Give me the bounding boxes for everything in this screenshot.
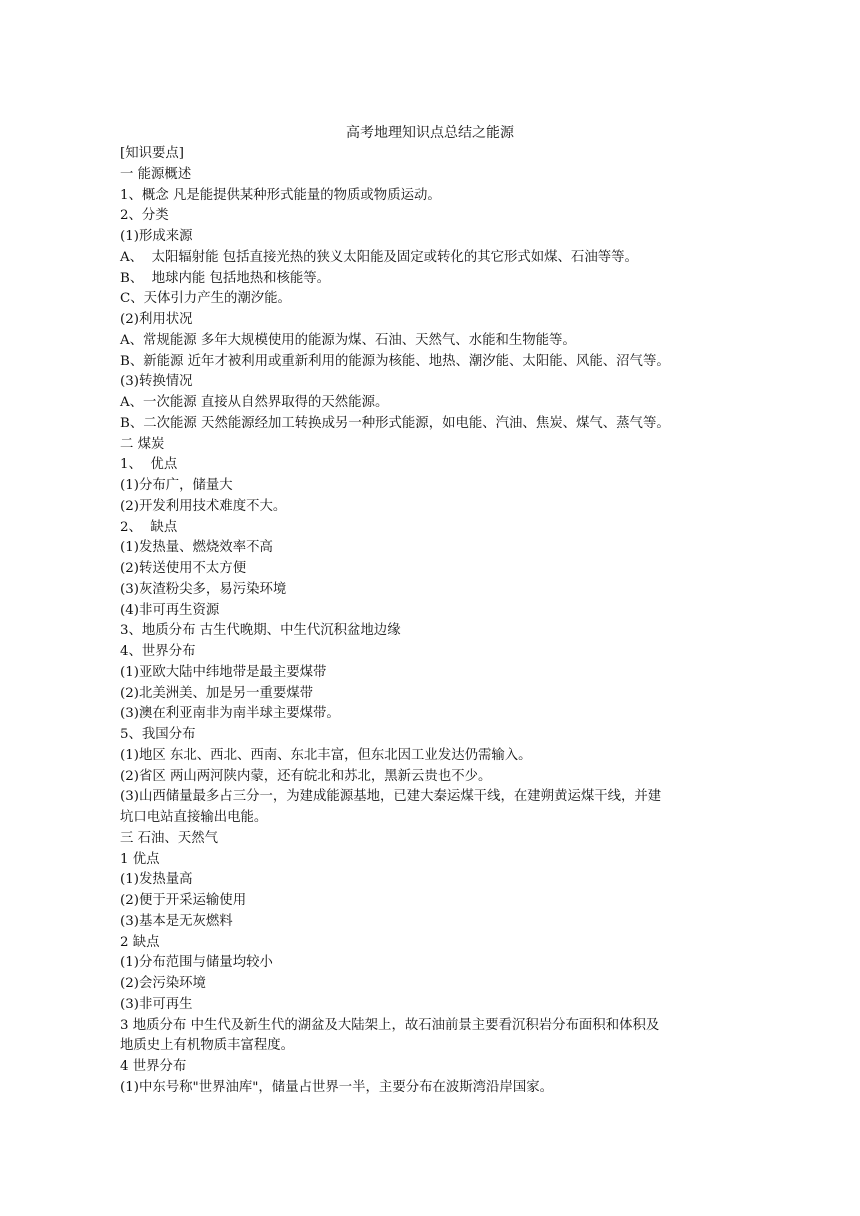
text-line: (3)灰渣粉尖多，易污染环境 bbox=[120, 581, 287, 597]
text-line: B、二次能源 天然能源经加工转换成另一种形式能源，如电能、汽油、焦炭、煤气、蒸气等。 bbox=[120, 415, 670, 431]
text-line: 地质史上有机物质丰富程度。 bbox=[120, 1038, 295, 1054]
text-line: C、天体引力产生的潮汐能。 bbox=[120, 291, 291, 307]
text-line: 4、世界分布 bbox=[120, 644, 196, 659]
text-line: (3)转换情况 bbox=[120, 374, 193, 390]
text-line: (1)发热量高 bbox=[120, 872, 193, 888]
text-line: 坑口电站直接输出电能。 bbox=[120, 810, 268, 825]
text-line: 1、 优点 bbox=[120, 457, 178, 473]
text-line: 3、地质分布 古生代晚期、中生代沉积盆地边缘 bbox=[120, 623, 401, 639]
text-line: (1)分布范围与储量均较小 bbox=[120, 955, 273, 971]
text-line: (2)会污染环境 bbox=[120, 976, 206, 991]
text-line: A、常规能源 多年大规模使用的能源为煤、石油、天然气、水能和生物能等。 bbox=[120, 332, 576, 348]
text-line: A、 太阳辐射能 包括直接光热的狭义太阳能及固定或转化的其它形式如煤、石油等等。 bbox=[120, 249, 638, 265]
document-title: 高考地理知识点总结之能源 bbox=[346, 125, 514, 141]
text-line: (2)便于开采运输使用 bbox=[120, 893, 247, 908]
text-line: 一 能源概述 bbox=[120, 166, 192, 182]
text-line: B、新能源 近年才被利用或重新利用的能源为核能、地热、潮汐能、太阳能、风能、沼气等。 bbox=[120, 353, 670, 369]
text-line: 2、分类 bbox=[120, 208, 169, 224]
text-line: (1)中东号称"世界油库"，储量占世界一半，主要分布在波斯湾沿岸国家。 bbox=[120, 1079, 554, 1095]
text-line: (3)山西储量最多占三分一，为建成能源基地，已建大秦运煤干线，在建朔黄运煤干线，并建 bbox=[120, 789, 662, 805]
text-line: (4)非可再生资源 bbox=[120, 602, 220, 618]
text-line: (1)分布广，储量大 bbox=[120, 478, 233, 493]
text-line: 2 缺点 bbox=[120, 934, 160, 950]
text-line: B、 地球内能 包括地热和核能等。 bbox=[120, 270, 331, 286]
text-line: 3 地质分布 中生代及新生代的湖盆及大陆架上，故石油前景主要看沉积岩分布面积和体积及 bbox=[120, 1017, 660, 1033]
text-line: (1)地区 东北、西北、西南、东北丰富，但东北因工业发达仍需输入。 bbox=[120, 747, 532, 763]
text-line: (2)开发利用技术难度不大。 bbox=[120, 498, 287, 514]
text-line: 1、概念 凡是能提供某种形式能量的物质或物质运动。 bbox=[120, 187, 441, 203]
text-line: (1)发热量、燃烧效率不高 bbox=[120, 540, 273, 556]
text-line: (1)形成来源 bbox=[120, 229, 193, 244]
text-line: (3)澳在利亚南非为南半球主要煤带。 bbox=[120, 706, 340, 722]
text-line: A、一次能源 直接从自然界取得的天然能源。 bbox=[120, 395, 389, 410]
text-line: (2)北美洲美、加是另一重要煤带 bbox=[120, 685, 314, 701]
text-line: 二 煤炭 bbox=[120, 436, 165, 452]
text-line: [知识要点] bbox=[120, 146, 185, 161]
text-line: (2)转送使用不太方便 bbox=[120, 561, 247, 576]
text-line: 5、我国分布 bbox=[120, 727, 196, 742]
text-line: (2)利用状况 bbox=[120, 312, 193, 327]
text-line: (3)非可再生 bbox=[120, 996, 193, 1012]
text-line: 三 石油、天然气 bbox=[120, 830, 218, 846]
text-line: 1 优点 bbox=[120, 851, 160, 867]
text-line: (3)基本是无灰燃料 bbox=[120, 913, 233, 929]
text-line: 2、 缺点 bbox=[120, 519, 178, 535]
text-line: (1)亚欧大陆中纬地带是最主要煤带 bbox=[120, 664, 327, 680]
text-line: 4 世界分布 bbox=[120, 1059, 187, 1074]
document-body bbox=[120, 144, 745, 1099]
text-line: (2)省区 两山两河陕内蒙，还有皖北和苏北，黑新云贵也不少。 bbox=[120, 768, 492, 784]
